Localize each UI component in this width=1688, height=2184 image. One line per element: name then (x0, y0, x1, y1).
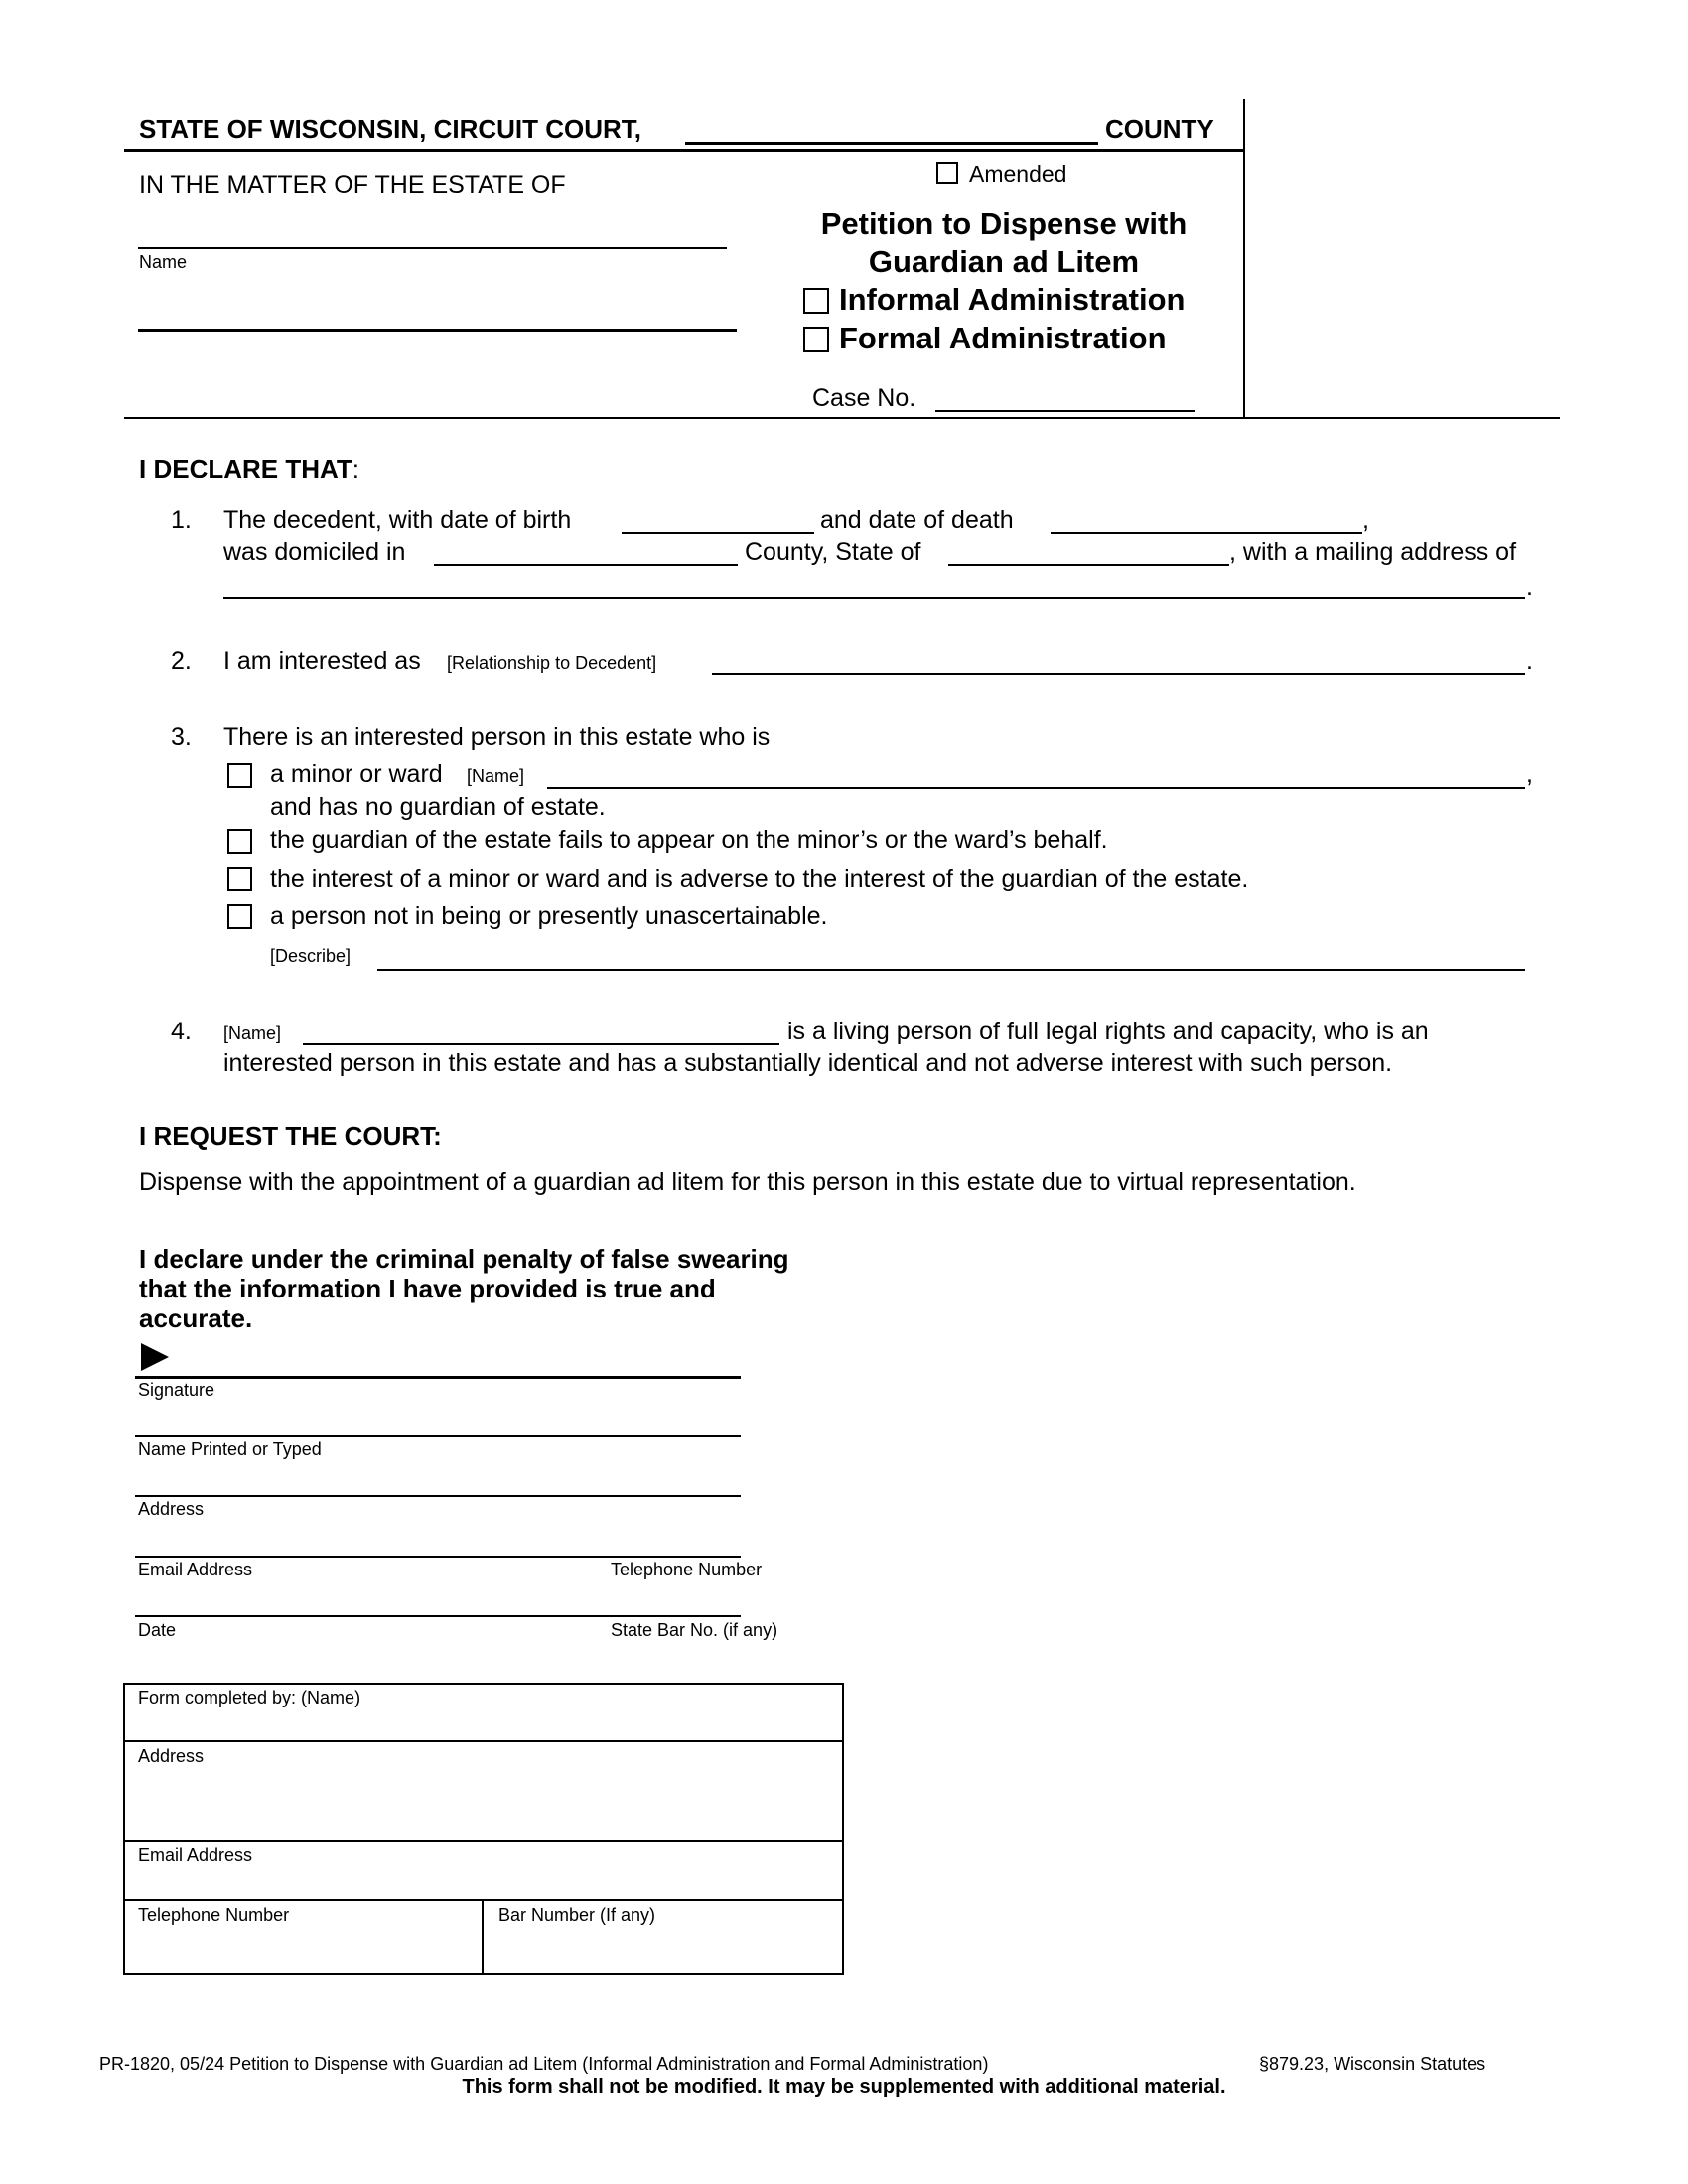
estate-name-field-2[interactable] (138, 329, 737, 332)
divider (1243, 99, 1245, 419)
case-no-label: Case No. (812, 384, 916, 412)
completed-by-bar-field[interactable]: Bar Number (If any) (498, 1905, 656, 1925)
formal-checkbox[interactable] (803, 327, 829, 352)
court-heading: STATE OF WISCONSIN, CIRCUIT COURT, (139, 114, 642, 144)
item4-text: interested person in this estate and has a substantially identical and not adverse interest with such person. (223, 1049, 1393, 1077)
option-text: and has no guardian of estate. (270, 793, 606, 821)
informal-checkbox[interactable] (803, 288, 829, 314)
minor-ward-checkbox[interactable] (227, 763, 252, 788)
signature-field[interactable] (135, 1376, 741, 1379)
item3-text: There is an interested person in this estate who is (223, 723, 771, 751)
divider (482, 1899, 484, 1974)
form-title: Petition to Dispense with (820, 206, 1188, 241)
item1-text: The decedent, with date of birth (223, 506, 572, 534)
completed-by-telephone-field[interactable]: Telephone Number (138, 1905, 290, 1925)
item-number: 4. (171, 1018, 192, 1045)
address-label: Address (138, 1499, 205, 1519)
form-id: PR-1820, 05/24 Petition to Dispense with Guardian ad Litem (Informal Administration and Formal Administration) (99, 2054, 989, 2074)
guardian-fails-checkbox[interactable] (227, 829, 252, 854)
death-date-field[interactable] (1051, 532, 1362, 534)
modification-notice: This form shall not be modified. It may be supplemented with additional material. (462, 2076, 1226, 2098)
formal-label: Formal Administration (839, 321, 1167, 355)
email-label: Email Address (138, 1560, 253, 1579)
oath-text: I declare under the criminal penalty of false swearing (139, 1244, 789, 1274)
completed-by-name-field[interactable]: Form completed by: (Name) (138, 1688, 361, 1707)
relationship-field[interactable] (712, 673, 1525, 675)
name-label: Name (139, 252, 188, 272)
item2-text: I am interested as (223, 647, 421, 675)
amended-label: Amended (969, 161, 1067, 187)
not-in-being-checkbox[interactable] (227, 904, 252, 929)
item-number: 3. (171, 723, 192, 751)
describe-field[interactable] (377, 969, 1525, 971)
option-text: a person not in being or presently unascertainable. (270, 902, 828, 930)
telephone-label: Telephone Number (611, 1560, 763, 1579)
name-printed-field[interactable] (135, 1435, 741, 1437)
email-telephone-field[interactable] (135, 1556, 741, 1558)
representative-name-field[interactable] (303, 1043, 779, 1045)
period: . (1526, 647, 1533, 675)
divider (124, 149, 1244, 152)
informal-label: Informal Administration (839, 282, 1186, 317)
comma: , (1362, 506, 1369, 534)
mailing-address-field[interactable] (223, 597, 1525, 599)
period: . (1526, 573, 1533, 601)
county-field[interactable] (685, 142, 1098, 145)
divider (123, 1899, 844, 1901)
comma: , (1526, 760, 1533, 788)
name-printed-label: Name Printed or Typed (138, 1439, 322, 1459)
divider (123, 1740, 844, 1742)
statute-reference: §879.23, Wisconsin Statutes (1259, 2054, 1486, 2074)
oath-text: accurate. (139, 1303, 253, 1333)
relationship-hint: [Relationship to Decedent] (447, 653, 657, 673)
address-field[interactable] (135, 1495, 741, 1497)
county-label: COUNTY (1105, 114, 1214, 144)
amended-checkbox[interactable] (936, 162, 958, 184)
date-bar-field[interactable] (135, 1615, 741, 1617)
state-field[interactable] (948, 564, 1229, 566)
matter-label: IN THE MATTER OF THE ESTATE OF (139, 171, 566, 199)
completed-by-email-field[interactable]: Email Address (138, 1845, 253, 1865)
item1-text: and date of death (820, 506, 1014, 534)
minor-name-field[interactable] (547, 787, 1525, 789)
option-text: the guardian of the estate fails to appear on the minor’s or the ward’s behalf. (270, 826, 1108, 854)
option-text: the interest of a minor or ward and is adverse to the interest of the guardian of the estate. (270, 865, 1249, 892)
request-text: Dispense with the appointment of a guardian ad litem for this person in this estate due to virtual representation. (139, 1168, 1356, 1196)
request-heading: I REQUEST THE COURT: (139, 1121, 442, 1151)
item1-text: was domiciled in (223, 538, 406, 566)
case-no-field[interactable] (935, 410, 1195, 412)
adverse-interest-checkbox[interactable] (227, 867, 252, 891)
birth-date-field[interactable] (622, 532, 814, 534)
item-number: 2. (171, 647, 192, 675)
date-label: Date (138, 1620, 177, 1640)
divider (124, 417, 1560, 419)
completed-by-address-field[interactable]: Address (138, 1746, 205, 1766)
oath-text: that the information I have provided is true and (139, 1274, 716, 1303)
item-number: 1. (171, 506, 192, 534)
item1-text: , with a mailing address of (1229, 538, 1517, 566)
declare-heading: I DECLARE THAT: (139, 454, 359, 483)
name-hint: [Name] (223, 1024, 282, 1043)
arrow-icon (141, 1343, 169, 1371)
signature-label: Signature (138, 1380, 215, 1400)
name-hint: [Name] (467, 766, 525, 786)
domicile-county-field[interactable] (434, 564, 738, 566)
option-text: a minor or ward (270, 760, 443, 788)
form-completed-by-box (123, 1683, 844, 1975)
item4-text: is a living person of full legal rights and capacity, who is an (787, 1018, 1429, 1045)
estate-name-field[interactable] (138, 247, 727, 249)
divider (123, 1840, 844, 1842)
item1-text: County, State of (745, 538, 921, 566)
form-title-2: Guardian ad Litem (868, 244, 1140, 279)
describe-hint: [Describe] (270, 946, 352, 966)
state-bar-label: State Bar No. (if any) (611, 1620, 778, 1640)
